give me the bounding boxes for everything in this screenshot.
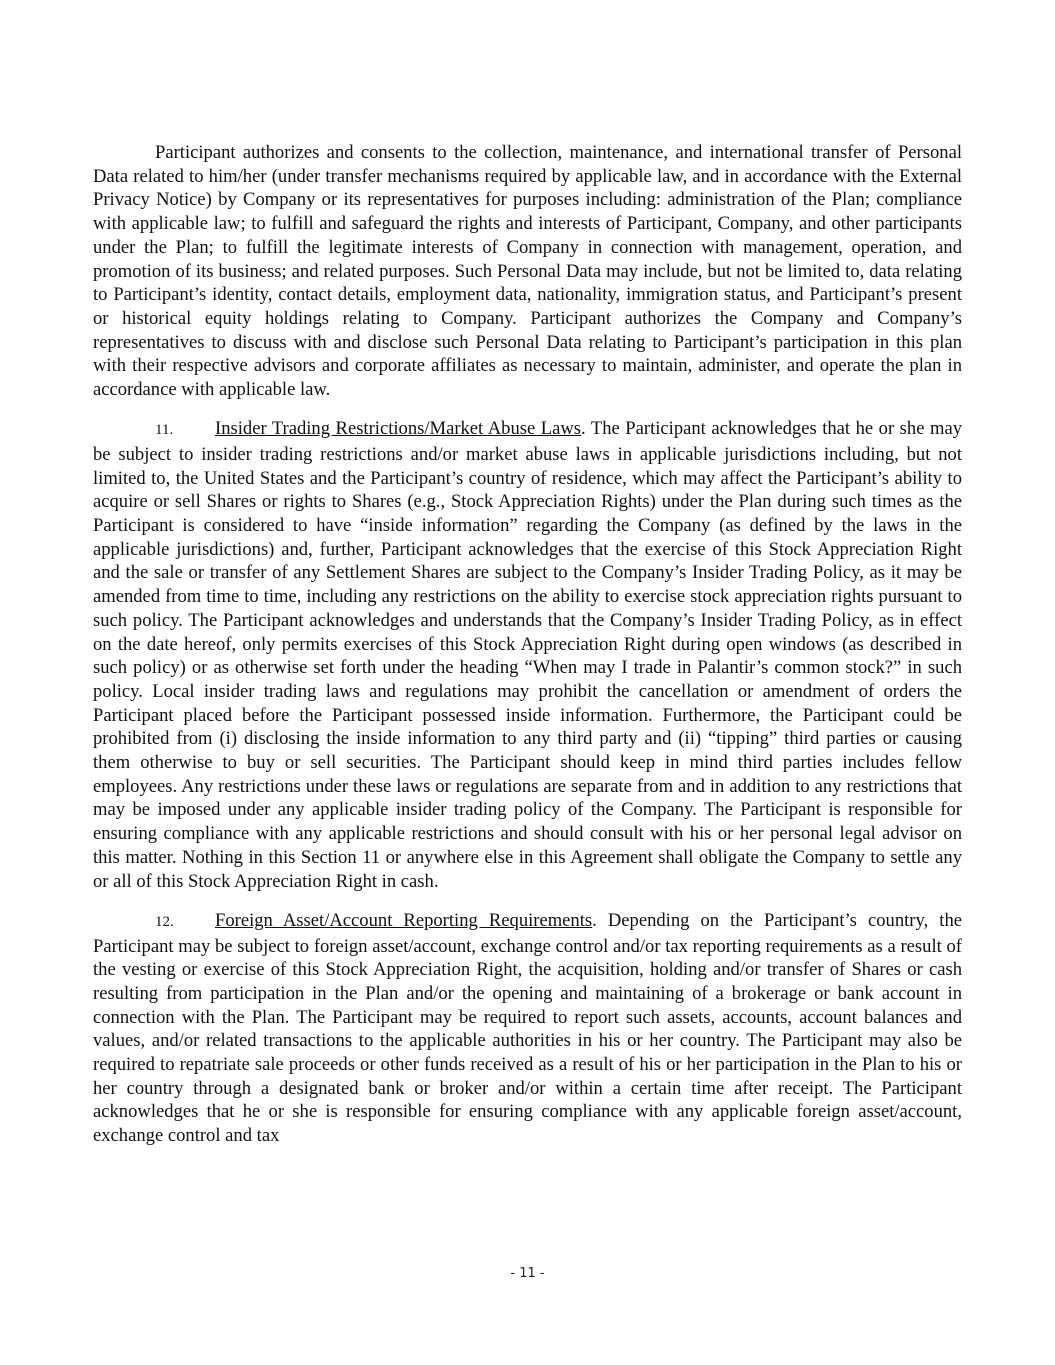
section-number: 12. <box>155 913 174 930</box>
document-body <box>93 141 962 1163</box>
section-11 <box>93 417 962 893</box>
section-title: Insider Trading Restrictions/Market Abuse Laws <box>215 418 582 440</box>
section-body: . The Participant acknowledges that he or she may be subject to insider trading restrictions and/or market abuse laws in applicable jurisdictions including, but not limited to, the United States and the Participant’s country of residence, which may affect the Participant’s ability to acquire or sell Shares or rights to Shares (e.g., Stock Appreciation Rights) under the Plan during such times as the Participant is considered to have “inside information” regarding the Company (as defined by the laws in the applicable jurisdictions) and, further, Participant acknowledges that the exercise of this Stock Appreciation Right and the sale or transfer of any Settlement Shares are subject to the Company’s Insider Trading Policy, as it may be amended from time to time, including any restrictions on the ability to exercise stock appreciation rights pursuant to such policy. The Participant acknowledges and understands that the Company’s Insider Trading Policy, as in effect on the date hereof, only permits exercises of this Stock Appreciation Right during open windows (as described in such policy) or as otherwise set forth under the heading “When may I trade in Palantir’s common stock?” in such policy. Local insider trading laws and regulations may prohibit the cancellation or amendment of orders the Participant placed before the Participant possessed inside information. Furthermore, the Participant could be prohibited from (i) disclosing the inside information to any third party and (ii) “tipping” third parties or causing them otherwise to buy or sell securities. The Participant should keep in mind third parties includes fellow employees. Any restrictions under these laws or regulations are separate from and in addition to any restrictions that may be imposed under any applicable insider trading policy of the Company. The Participant is responsible for ensuring compliance with any applicable restrictions and should consult with his or her personal legal advisor on this matter. Nothing in this Section 11 or anywhere else in this Agreement shall obligate the Company to settle any or all of this Stock Appreciation Right in cash. <box>93 418 962 892</box>
section-12 <box>93 909 962 1148</box>
section-body: . Depending on the Participant’s country, the Participant may be subject to foreign asset/account, exchange control and/or tax reporting requirements as a result of the vesting or exercise of this Stock Appreciation Right, the acquisition, holding and/or transfer of Shares or cash resulting from participation in the Plan and/or the opening and maintaining of a brokerage or bank account in connection with the Plan. The Participant may be required to report such assets, accounts, account balances and values, and/or related transactions to the applicable authorities in his or her country. The Participant may also be required to repatriate sale proceeds or other funds received as a result of his or her participation in the Plan to his or her country through a designated bank or broker and/or within a certain time after receipt. The Participant acknowledges that he or she is responsible for ensuring compliance with any applicable foreign asset/account, exchange control and tax <box>93 909 962 1147</box>
page-number: - 11 - <box>510 1266 545 1281</box>
section-title: Foreign Asset/Account Reporting Requirements <box>215 909 593 931</box>
paragraph-personal-data: Participant authorizes and consents to the collection, maintenance, and international transfer of Personal Data related to him/her (under transfer mechanisms required by applicable law, and in accordance with the External Privacy Notice) by Company or its representatives for purposes including: administration of the Plan; compliance with applicable law; to fulfill and safeguard the rights and interests of Participant, Company, and other participants under the Plan; to fulfill the legitimate interests of Company in connection with management, operation, and promotion of its business; and related purposes. Such Personal Data may include, but not be limited to, data relating to Participant’s identity, contact details, employment data, nationality, immigration status, and Participant’s present or historical equity holdings relating to Company. Participant authorizes the Company and Company’s representatives to discuss with and disclose such Personal Data relating to Participant’s participation in this plan with their respective advisors and corporate affiliates as necessary to maintain, administer, and operate the plan in accordance with applicable law. <box>93 142 962 401</box>
section-number: 11. <box>155 422 174 439</box>
